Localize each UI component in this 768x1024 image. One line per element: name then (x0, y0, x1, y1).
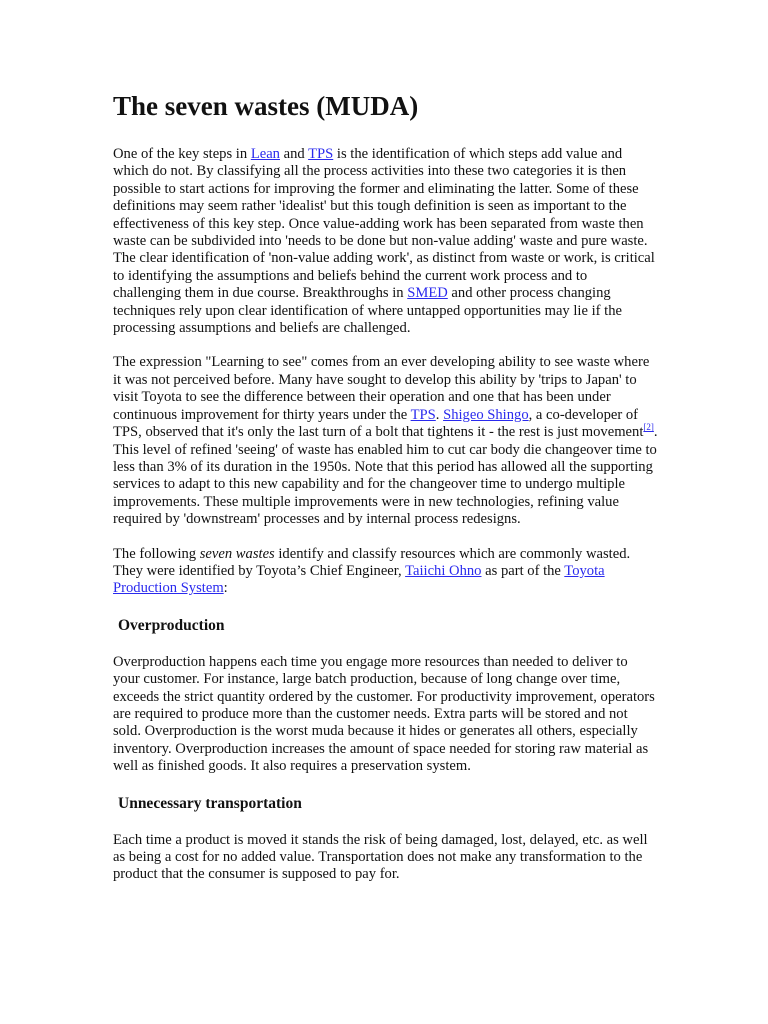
text: : (223, 580, 228, 597)
tps-link[interactable]: TPS (410, 406, 436, 423)
transportation-paragraph: Each time a product is moved it stands the risk of being damaged, lost, delayed, etc. as well as being a cost for no added value. Transportation does not make any transformation to the product that the consumer is supposed to pay for. (113, 831, 648, 883)
text: and other process changing techniques rely upon clear identification of where untapped opportunities may lie if the processing assumptions and beliefs are challenged. (113, 285, 622, 337)
document-page (113, 88, 658, 901)
text: and (279, 146, 309, 162)
emphasis-text: seven wastes (199, 545, 275, 562)
text: is the identification of which steps add value and which do not. By classifying all the process activities into these two categories it is then possible to start actions for improving the former and eliminating the latter. Some of these definitions may seem rather 'idealist' but this tough definition is seen as important to the effectiveness of this key step. Once value-adding work has been separated from waste then waste can be subdivided into 'needs to be done but non-value adding' waste and pure waste. The clear identification of 'non-value adding work', as distinct from waste or work, is critical to identifying the assumptions and beliefs behind the current work process and to challenging them in due course. Breakthroughs in (113, 146, 655, 302)
transportation-heading: Unnecessary transportation (118, 794, 302, 812)
text: as part of the (481, 562, 565, 579)
text: One of the key steps in (113, 146, 251, 162)
toyota-production-system-link[interactable]: Toyota Production System (113, 562, 605, 597)
overproduction-heading: Overproduction (118, 616, 225, 634)
shigeo-shingo-link[interactable]: Shigeo Shingo (443, 406, 529, 423)
text: . This level of refined 'seeing' of waste has enabled him to cut car body die changeover time to less than 3% of its duration in the 1950s. Note that this period has allowed all the supporting services to adapt to this new capability and for the changeover time to undergo multiple improvements. These multiple improvements were in new technologies, refining value required by 'downstream' processes and by internal process redesigns. (113, 424, 658, 528)
intro-paragraph (113, 146, 658, 337)
text: The expression "Learning to see" comes from an ever developing ability to see waste where it was not perceived before. Many have sought to develop this ability by 'trips to Japan' to visit Toyota to see the difference between their operation and one that has been under continuous improvement for thirty years under the (113, 354, 650, 423)
text: . (435, 406, 444, 423)
text: , a co-developer of TPS, observed that it's only the last turn of a bolt that tightens it - the rest is just movement (113, 406, 644, 441)
page-title: The seven wastes (MUDA) (113, 91, 419, 121)
reference-link[interactable]: [2] (643, 422, 654, 433)
lean-link[interactable]: Lean (250, 146, 280, 162)
tps-link[interactable]: TPS (308, 146, 334, 162)
overproduction-paragraph: Overproduction happens each time you engage more resources than needed to deliver to your customer. For instance, large batch production, because of long change over time, exceeds the strict quantity ordered by the customer. For productivity improvement, operators are required to produce more than the customer needs. Extra parts will be stored and not sold. Overproduction is the worst muda because it hides or generates all others, especially inventory. Overproduction increases the amount of space needed for storing raw material as well as finished goods. It also requires a preservation system. (113, 653, 655, 775)
taiichi-ohno-link[interactable]: Taiichi Ohno (405, 562, 482, 579)
smed-link[interactable]: SMED (407, 285, 448, 302)
text: identify and classify resources which are commonly wasted. They were identified by Toyota’s Chief Engineer, (113, 545, 631, 579)
learning-to-see-paragraph (113, 354, 658, 528)
seven-wastes-intro-paragraph (113, 546, 658, 598)
text: The following (113, 545, 200, 562)
